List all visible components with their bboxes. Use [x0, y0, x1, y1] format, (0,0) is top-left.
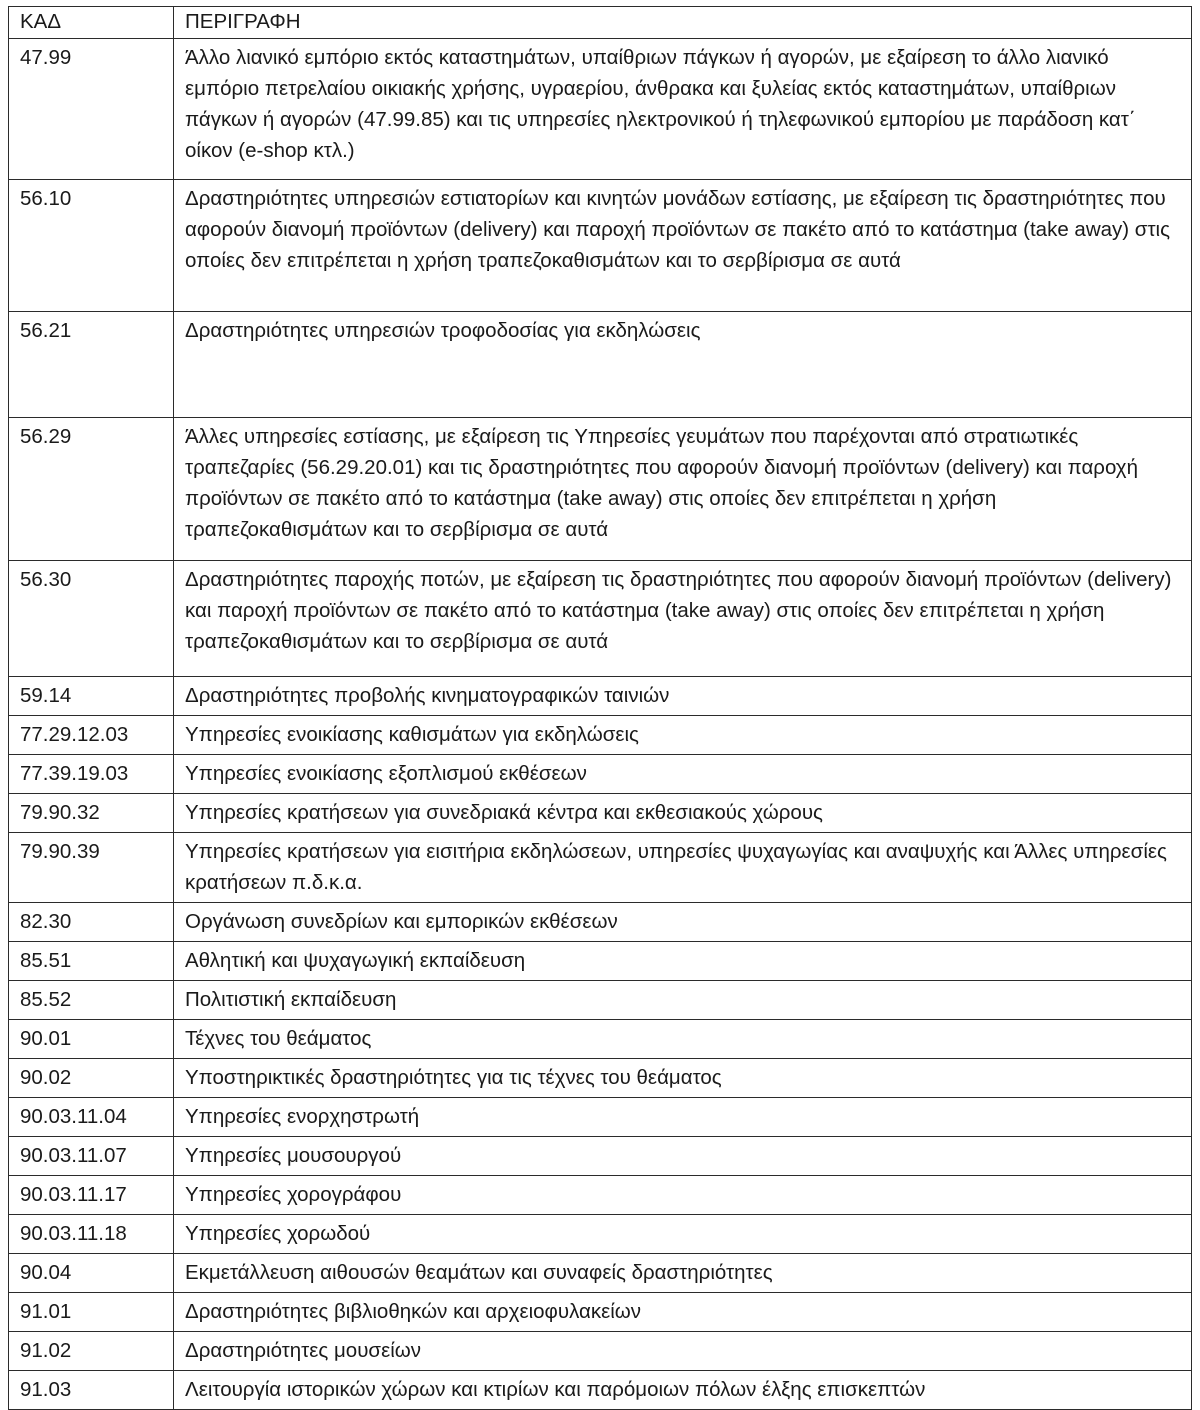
header-description: ΠΕΡΙΓΡΑΦΗ [174, 7, 1192, 39]
table-row [9, 312, 1192, 418]
kad-code-cell: 91.03 [9, 1371, 174, 1410]
kad-description-cell: Υπηρεσίες ενορχηστρωτή [174, 1098, 1192, 1137]
kad-code-cell: 59.14 [9, 677, 174, 716]
table-row [9, 1332, 1192, 1371]
table-row [9, 1254, 1192, 1293]
kad-code-cell: 56.29 [9, 418, 174, 561]
table-row [9, 418, 1192, 561]
kad-description-cell: Υπηρεσίες χορογράφου [174, 1176, 1192, 1215]
kad-code-cell: 90.04 [9, 1254, 174, 1293]
kad-code-cell: 56.30 [9, 561, 174, 677]
kad-code-cell: 77.29.12.03 [9, 716, 174, 755]
kad-code-cell: 91.01 [9, 1293, 174, 1332]
kad-code-cell: 90.03.11.18 [9, 1215, 174, 1254]
document-page [8, 6, 1191, 1410]
table-row [9, 1293, 1192, 1332]
table-row [9, 1020, 1192, 1059]
kad-description-cell: Δραστηριότητες μουσείων [174, 1332, 1192, 1371]
kad-table [8, 6, 1192, 1410]
table-row [9, 942, 1192, 981]
kad-description-cell: Λειτουργία ιστορικών χώρων και κτιρίων και παρόμοιων πόλων έλξης επισκεπτών [174, 1371, 1192, 1410]
kad-description-cell: Δραστηριότητες υπηρεσιών τροφοδοσίας για εκδηλώσεις [174, 312, 1192, 418]
kad-code-cell: 79.90.39 [9, 833, 174, 903]
kad-code-cell: 85.51 [9, 942, 174, 981]
table-row [9, 903, 1192, 942]
kad-description-cell: Τέχνες του θεάματος [174, 1020, 1192, 1059]
table-row [9, 794, 1192, 833]
kad-code-cell: 85.52 [9, 981, 174, 1020]
kad-code-cell: 56.10 [9, 180, 174, 312]
table-row [9, 833, 1192, 903]
table-row [9, 1371, 1192, 1410]
table-row [9, 1137, 1192, 1176]
kad-description-cell: Δραστηριότητες υπηρεσιών εστιατορίων και κινητών μονάδων εστίασης, με εξαίρεση τις δραστηριότητες που αφορούν διανομή προϊόντων (delivery) και παροχή προϊόντων σε πακέτο από το κατάστημα (take away) στις οποίες δεν επιτρέπεται η χρήση τραπεζοκαθισμάτων και το σερβίρισμα σε αυτά [174, 180, 1192, 312]
kad-description-cell: Υπηρεσίες μουσουργού [174, 1137, 1192, 1176]
kad-code-cell: 90.02 [9, 1059, 174, 1098]
kad-description-cell: Υπηρεσίες κρατήσεων για συνεδριακά κέντρα και εκθεσιακούς χώρους [174, 794, 1192, 833]
kad-code-cell: 47.99 [9, 39, 174, 180]
table-body [9, 39, 1192, 1410]
table-row [9, 39, 1192, 180]
kad-description-cell: Υπηρεσίες ενοικίασης καθισμάτων για εκδηλώσεις [174, 716, 1192, 755]
kad-description-cell: Άλλες υπηρεσίες εστίασης, με εξαίρεση τις Υπηρεσίες γευμάτων που παρέχονται από στρατιωτικές τραπεζαρίες (56.29.20.01) και τις δραστηριότητες που αφορούν διανομή προϊόντων (delivery) και παροχή προϊόντων σε πακέτο από το κατάστημα (take away) στις οποίες δεν επιτρέπεται η χρήση τραπεζοκαθισμάτων και το σερβίρισμα σε αυτά [174, 418, 1192, 561]
kad-code-cell: 90.03.11.04 [9, 1098, 174, 1137]
kad-code-cell: 90.01 [9, 1020, 174, 1059]
kad-description-cell: Πολιτιστική εκπαίδευση [174, 981, 1192, 1020]
kad-description-cell: Υπηρεσίες χορωδού [174, 1215, 1192, 1254]
table-row [9, 1215, 1192, 1254]
table-row [9, 1059, 1192, 1098]
kad-code-cell: 90.03.11.07 [9, 1137, 174, 1176]
kad-description-cell: Δραστηριότητες βιβλιοθηκών και αρχειοφυλακείων [174, 1293, 1192, 1332]
kad-description-cell: Υποστηρικτικές δραστηριότητες για τις τέχνες του θεάματος [174, 1059, 1192, 1098]
kad-description-cell: Υπηρεσίες ενοικίασης εξοπλισμού εκθέσεων [174, 755, 1192, 794]
kad-description-cell: Εκμετάλλευση αιθουσών θεαμάτων και συναφείς δραστηριότητες [174, 1254, 1192, 1293]
kad-description-cell: Υπηρεσίες κρατήσεων για εισιτήρια εκδηλώσεων, υπηρεσίες ψυχαγωγίας και αναψυχής και Άλλες υπηρεσίες κρατήσεων π.δ.κ.α. [174, 833, 1192, 903]
kad-code-cell: 82.30 [9, 903, 174, 942]
kad-description-cell: Δραστηριότητες παροχής ποτών, με εξαίρεση τις δραστηριότητες που αφορούν διανομή προϊόντων (delivery) και παροχή προϊόντων σε πακέτο από το κατάστημα (take away) στις οποίες δεν επιτρέπεται η χρήση τραπεζοκαθισμάτων και το σερβίρισμα σε αυτά [174, 561, 1192, 677]
kad-code-cell: 56.21 [9, 312, 174, 418]
table-row [9, 180, 1192, 312]
kad-description-cell: Άλλο λιανικό εμπόριο εκτός καταστημάτων, υπαίθριων πάγκων ή αγορών, με εξαίρεση το άλλο λιανικό εμπόριο πετρελαίου οικιακής χρήσης, υγραερίου, άνθρακα και ξυλείας εκτός καταστημάτων, υπαίθριων πάγκων ή αγορών (47.99.85) και τις υπηρεσίες ηλεκτρονικού ή τηλεφωνικού εμπορίου με παράδοση κατ΄ οίκον (e-shop κτλ.) [174, 39, 1192, 180]
header-code: ΚΑΔ [9, 7, 174, 39]
kad-code-cell: 91.02 [9, 1332, 174, 1371]
table-row [9, 981, 1192, 1020]
table-row [9, 1176, 1192, 1215]
kad-code-cell: 90.03.11.17 [9, 1176, 174, 1215]
table-row [9, 561, 1192, 677]
kad-code-cell: 77.39.19.03 [9, 755, 174, 794]
table-row [9, 716, 1192, 755]
table-row [9, 1098, 1192, 1137]
kad-description-cell: Δραστηριότητες προβολής κινηματογραφικών ταινιών [174, 677, 1192, 716]
kad-code-cell: 79.90.32 [9, 794, 174, 833]
table-header-row [9, 7, 1192, 39]
kad-description-cell: Αθλητική και ψυχαγωγική εκπαίδευση [174, 942, 1192, 981]
kad-description-cell: Οργάνωση συνεδρίων και εμπορικών εκθέσεων [174, 903, 1192, 942]
table-row [9, 677, 1192, 716]
table-row [9, 755, 1192, 794]
